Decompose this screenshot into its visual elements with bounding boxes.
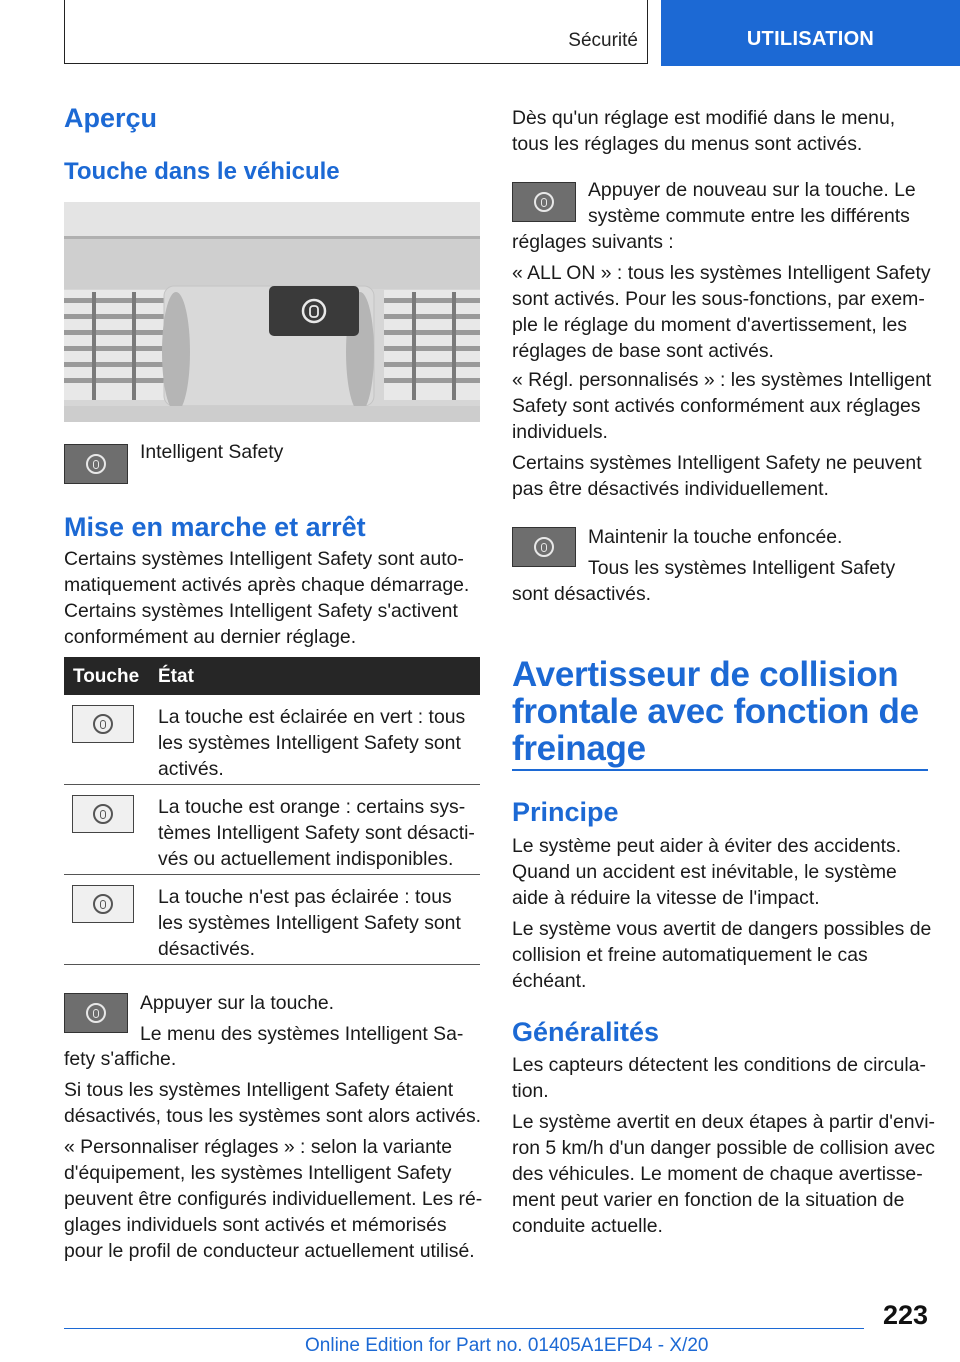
paragraph-line: Safety sont activés conformément aux réglages xyxy=(512,395,921,417)
intelligent-safety-button-icon xyxy=(64,993,128,1033)
column-header-etat: État xyxy=(158,666,194,687)
header-box xyxy=(64,0,648,64)
heading-touche-vehicule: Touche dans le véhicule xyxy=(64,158,340,185)
heading-line: frontale avec fonction de xyxy=(512,692,919,731)
paragraph-line: aide à réduire la vitesse de l'impact. xyxy=(512,887,820,909)
paragraph-line: peuvent être configurés individuellement. Les ré- xyxy=(64,1188,483,1210)
press-text: fety s'affiche. xyxy=(64,1048,177,1070)
section-rule xyxy=(512,769,928,771)
table-cell-text: les systèmes Intelligent Safety sont xyxy=(158,732,461,754)
paragraph-line: « Régl. personnalisés » : les systèmes Intelligent xyxy=(512,369,932,391)
button-orange-icon xyxy=(72,795,134,833)
table-divider xyxy=(64,784,480,785)
paragraph-line: Si tous les systèmes Intelligent Safety étaient xyxy=(64,1079,454,1101)
dashboard-button-photo xyxy=(64,202,480,422)
paragraph-line: échéant. xyxy=(512,970,587,992)
intelligent-safety-button-icon xyxy=(64,444,128,484)
paragraph-line: réglages de base sont activés. xyxy=(512,340,774,362)
paragraph-line: Le système vous avertit de dangers possibles de xyxy=(512,918,932,940)
chapter-tab[interactable]: UTILISATION xyxy=(661,0,960,66)
paragraph-line: Les capteurs détectent les conditions de circula- xyxy=(512,1054,926,1076)
paragraph-line: collision et freine automatiquement le cas xyxy=(512,944,868,966)
paragraph-line: système commute entre les différents xyxy=(588,205,910,227)
table-cell-text: activés. xyxy=(158,758,224,780)
table-cell-text: désactivés. xyxy=(158,938,256,960)
paragraph-line: conduite actuelle. xyxy=(512,1215,663,1237)
mise-text-line: Certains systèmes Intelligent Safety s'activent xyxy=(64,600,458,622)
button-green-icon xyxy=(72,705,134,743)
paragraph-line: Certains systèmes Intelligent Safety ne peuvent xyxy=(512,452,922,474)
intelligent-safety-button-icon xyxy=(512,182,576,222)
column-header-touche: Touche xyxy=(73,666,140,687)
paragraph-line: individuels. xyxy=(512,421,608,443)
press-text: Le menu des systèmes Intelligent Sa- xyxy=(140,1023,464,1045)
table-cell-text: vés ou actuellement indisponibles. xyxy=(158,848,454,870)
mise-text-line: conformément au dernier réglage. xyxy=(64,626,357,648)
paragraph-line: sont désactivés. xyxy=(512,583,652,605)
icon-caption: Intelligent Safety xyxy=(140,441,284,463)
header-section: Sécurité xyxy=(568,30,638,51)
paragraph-line: pas être désactivés individuellement. xyxy=(512,478,829,500)
heading-mise-en-marche: Mise en marche et arrêt xyxy=(64,512,366,542)
paragraph-line: ron 5 km/h d'un danger possible de collision avec xyxy=(512,1137,936,1159)
paragraph-line: désactivés, tous les systèmes sont alors activés. xyxy=(64,1105,482,1127)
footer-rule xyxy=(64,1328,864,1329)
paragraph-line: « ALL ON » : tous les systèmes Intelligent Safety xyxy=(512,262,931,284)
mise-text-line: Certains systèmes Intelligent Safety sont auto- xyxy=(64,548,464,570)
paragraph-line: « Personnaliser réglages » : selon la variante xyxy=(64,1136,453,1158)
paragraph-line: tous les réglages du menus sont activés. xyxy=(512,133,863,155)
paragraph-line: Le système peut aider à éviter des accidents. xyxy=(512,835,902,857)
paragraph-line: glages individuels sont activés et mémorisés xyxy=(64,1214,447,1236)
heading-apercu: Aperçu xyxy=(64,103,158,133)
table-cell-text: La touche n'est pas éclairée : tous xyxy=(158,886,452,908)
heading-avertisseur xyxy=(512,656,928,767)
paragraph-line: Dès qu'un réglage est modifié dans le menu, xyxy=(512,107,896,129)
heading-line: freinage xyxy=(512,729,646,768)
table-divider xyxy=(64,874,480,875)
paragraph-line: ment peut varier en fonction de la situation de xyxy=(512,1189,905,1211)
table-cell-text: tèmes Intelligent Safety sont désacti- xyxy=(158,822,475,844)
paragraph-line: Maintenir la touche enfoncée. xyxy=(588,526,843,548)
table-cell-text: La touche est orange : certains sys- xyxy=(158,796,466,818)
paragraph-line: sont activés. Pour les sous-fonctions, par exem- xyxy=(512,288,925,310)
paragraph-line: des véhicules. Le moment de chaque avertisse- xyxy=(512,1163,923,1185)
paragraph-line: pour le profil de conducteur actuellement utilisé. xyxy=(64,1240,475,1262)
table-cell-text: les systèmes Intelligent Safety sont xyxy=(158,912,461,934)
footer-edition: Online Edition for Part no. 01405A1EFD4 - X/20 xyxy=(305,1335,709,1356)
paragraph-line: tion. xyxy=(512,1080,549,1102)
mise-text-line: matiquement activés après chaque démarrage. xyxy=(64,574,470,596)
paragraph-line: ple le réglage du moment d'avertissement, les xyxy=(512,314,907,336)
heading-principe: Principe xyxy=(512,797,619,827)
paragraph-line: Quand un accident est inévitable, le système xyxy=(512,861,897,883)
paragraph-line: d'équipement, les systèmes Intelligent Safety xyxy=(64,1162,452,1184)
paragraph-line: réglages suivants : xyxy=(512,231,674,253)
page-number: 223 xyxy=(882,1300,928,1330)
table-header xyxy=(64,657,480,695)
heading-line: Avertisseur de collision xyxy=(512,655,899,694)
press-text: Appuyer sur la touche. xyxy=(140,992,335,1014)
paragraph-line: Tous les systèmes Intelligent Safety xyxy=(588,557,896,579)
table-cell-text: La touche est éclairée en vert : tous xyxy=(158,706,466,728)
paragraph-line: Le système avertit en deux étapes à partir d'envi- xyxy=(512,1111,935,1133)
heading-generalites: Généralités xyxy=(512,1017,660,1047)
paragraph-line: Appuyer de nouveau sur la touche. Le xyxy=(588,179,916,201)
table-divider xyxy=(64,964,480,965)
intelligent-safety-button-icon xyxy=(512,527,576,567)
button-off-icon xyxy=(72,885,134,923)
